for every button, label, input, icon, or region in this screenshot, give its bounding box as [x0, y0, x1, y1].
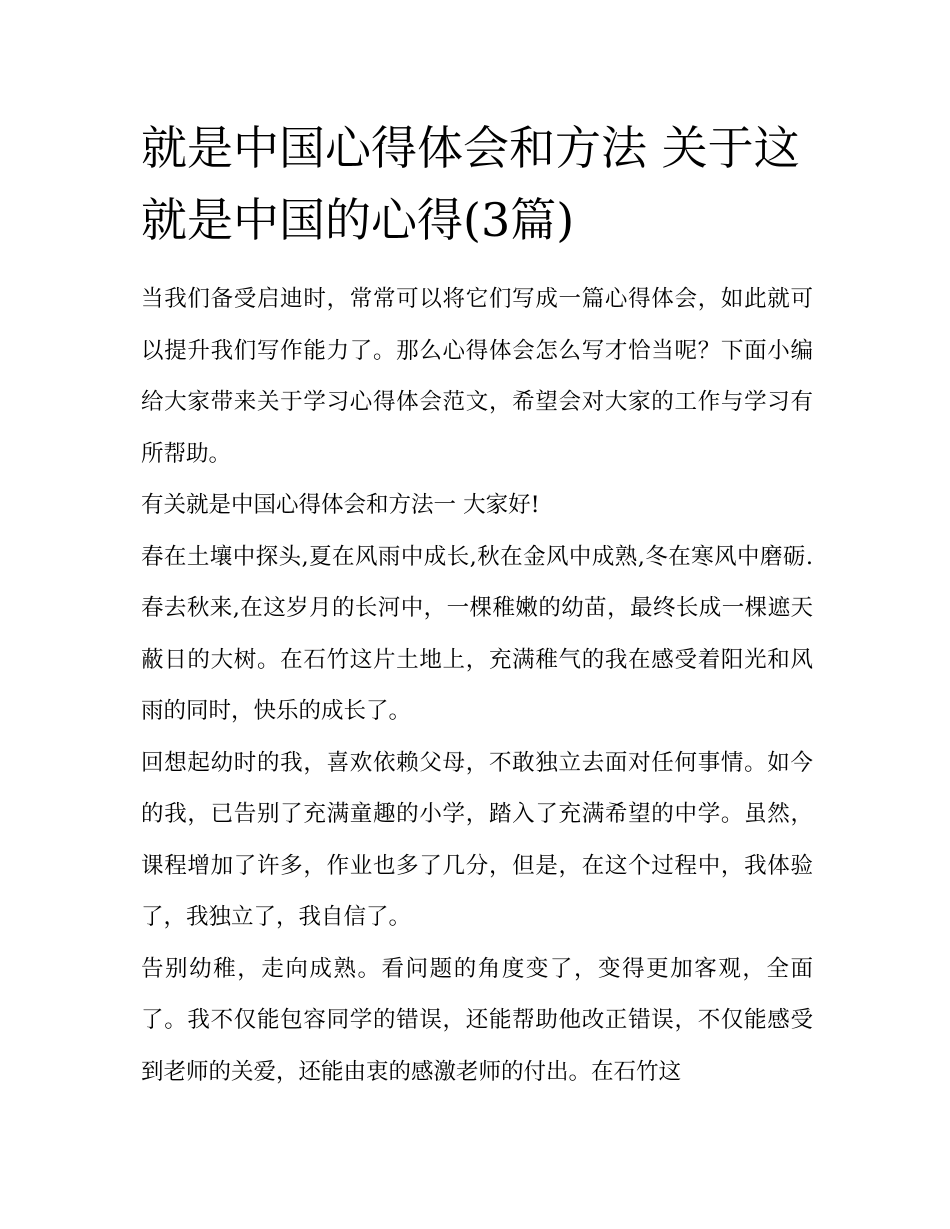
document-body — [141, 112, 813, 1098]
document-title: 就是中国心得体会和方法 关于这就是中国的心得(3篇) — [141, 121, 800, 247]
paragraph-intro: 当我们备受启迪时，常常可以将它们写成一篇心得体会，如此就可以提升我们写作能力了。那么心得体会怎么写才恰当呢？下面小编给大家带来关于学习心得体会范文，希望会对大家的工作与学习有所帮助。 — [141, 286, 813, 467]
paragraph-greeting: 有关就是中国心得体会和方法一 大家好! — [141, 492, 540, 518]
paragraph-maturity: 告别幼稚，走向成熟。看问题的角度变了，变得更加客观，全面了。我不仅能包容同学的错误，还能帮助他改正错误，不仅能感受到老师的关爱，还能由衷的感激老师的付出。在石竹这 — [141, 955, 813, 1085]
paragraph-seasons: 春在土壤中探头,夏在风雨中成长,秋在金风中成熟,冬在寒风中磨砺.春去秋来,在这岁月的长河中，一棵稚嫩的幼苗，最终长成一棵遮天蔽日的大树。在石竹这片土地上，充满稚气的我在感受着阳光和风雨的同时，快乐的成长了。 — [141, 543, 813, 724]
paragraph-recollection: 回想起幼时的我，喜欢依赖父母，不敢独立去面对任何事情。如今的我，已告别了充满童趣的小学，踏入了充满希望的中学。虽然，课程增加了许多，作业也多了几分，但是，在这个过程中，我体验了，我独立了，我自信了。 — [141, 749, 813, 930]
